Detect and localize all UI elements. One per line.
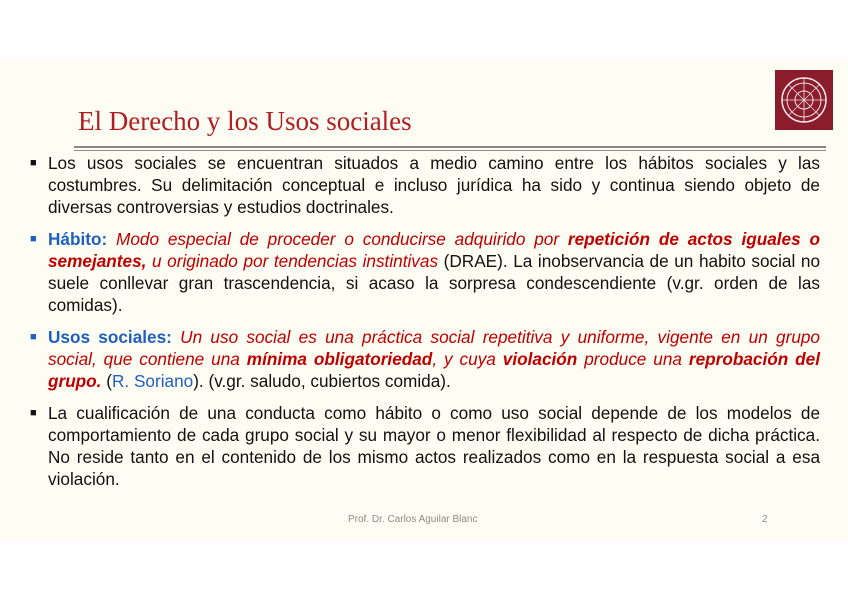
square-bullet-icon: ■ (30, 331, 37, 343)
definition-emphasis: reprobación del grupo. (48, 349, 820, 391)
bullet-paragraph-4 (28, 402, 820, 490)
footer-author: Prof. Dr. Carlos Aguilar Blanc (348, 514, 478, 525)
definition-text: Un uso social es una práctica social repetitiva y uniforme, vigente en un grupo social, que contiene una (48, 327, 820, 369)
citation-author: R. Soriano (111, 371, 194, 391)
paragraph-text: La cualificación de una conducta como hábito o como uso social depende de los modelos de comportamiento de cada grupo social y su mayor o menor flexibilidad al respecto de dicha práctica. No reside tanto en el contenido de los mismo actos realizados como en la respuesta social a esa violación. (48, 403, 820, 489)
title-divider (74, 146, 826, 148)
bullet-paragraph-usos-sociales (28, 326, 820, 392)
definition-text: u originado por tendencias instintivas (152, 251, 439, 271)
paragraph-text: Los usos sociales se encuentran situados a medio camino entre los hábitos sociales y las costumbres. Su delimitación conceptual e incluso jurídica ha sido y continua siendo objeto de diversas controversias y estudios doctrinales. (48, 153, 820, 217)
bullet-paragraph-1 (28, 152, 820, 218)
paragraph-tail: (DRAE). La inobservancia de un habito social no suele conllevar gran trascendencia, si acaso la sorpresa condescendiente (v.gr. orden de las comidas). (48, 251, 820, 315)
square-bullet-icon: ■ (30, 157, 37, 169)
slide-title: El Derecho y los Usos sociales (78, 106, 412, 136)
definition-emphasis: mínima obligatoriedad (246, 349, 433, 369)
citation-open: ( (106, 371, 112, 391)
square-bullet-icon: ■ (30, 233, 37, 245)
definition-text: produce una (584, 349, 682, 369)
definition-emphasis: violación (502, 349, 578, 369)
definition-term: Hábito: (48, 229, 108, 249)
paragraph-tail: ). (v.gr. saludo, cubiertos comida). (193, 371, 451, 391)
title-divider-thin (74, 150, 826, 151)
square-bullet-icon: ■ (30, 407, 37, 419)
definition-text: , y cuya (432, 349, 496, 369)
paragraph-text (48, 228, 820, 316)
definition-text: Modo especial de proceder o conducirse adquirido por (116, 229, 560, 249)
definition-term: Usos sociales: (48, 327, 172, 347)
paragraph-text (48, 326, 820, 392)
page-number: 2 (762, 514, 768, 525)
slide-body (28, 152, 820, 500)
university-seal-icon (775, 70, 833, 130)
bullet-paragraph-habito (28, 228, 820, 316)
definition-emphasis: repetición de actos iguales o semejantes, (48, 229, 820, 271)
